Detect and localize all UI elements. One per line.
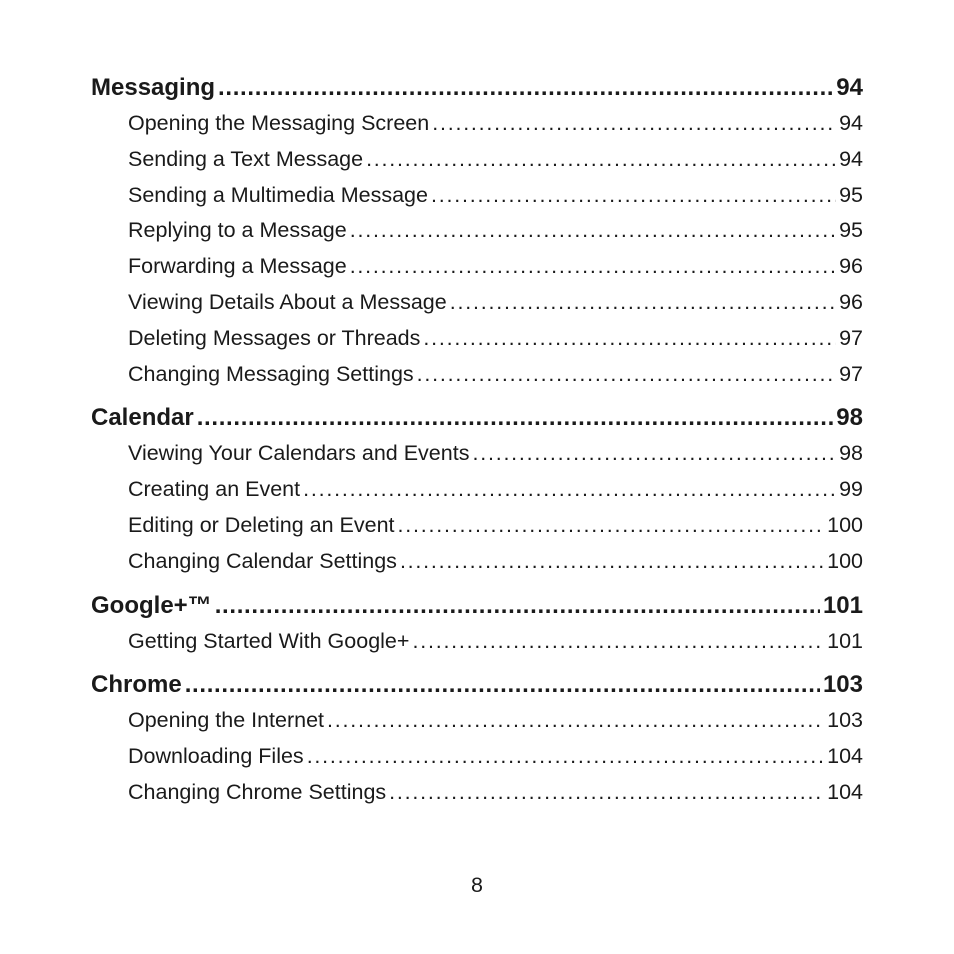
entry-title: Changing Calendar Settings [128, 548, 397, 573]
dot-leader [303, 472, 836, 508]
toc-section-google-plus [91, 588, 863, 660]
entry-page: 100 [827, 548, 863, 573]
entry-title: Downloading Files [128, 744, 304, 769]
entry-title: Forwarding a Message [128, 254, 347, 279]
entry-page: 100 [827, 512, 863, 537]
page-number: 8 [471, 873, 483, 897]
dot-leader [215, 588, 820, 624]
dot-leader [450, 285, 836, 321]
entry-page: 96 [839, 254, 863, 279]
entry-title: Creating an Event [128, 477, 301, 502]
dot-leader [350, 249, 836, 285]
toc-entry-link[interactable] [91, 106, 863, 142]
entry-page: 95 [839, 218, 863, 243]
entry-title: Changing Chrome Settings [128, 779, 387, 804]
chapter-title: Messaging [91, 74, 216, 101]
dot-leader [432, 106, 836, 142]
dot-leader [472, 436, 836, 472]
entry-page: 96 [839, 289, 863, 314]
dot-leader [366, 142, 836, 178]
dot-leader [412, 624, 824, 660]
toc-entry-link[interactable] [91, 249, 863, 285]
toc-entry-link[interactable] [91, 472, 863, 508]
dot-leader [218, 70, 833, 106]
entry-page: 94 [839, 111, 863, 135]
entry-page: 104 [827, 744, 863, 769]
dot-leader [350, 213, 836, 249]
chapter-page: 98 [836, 404, 863, 432]
chapter-title: Chrome [91, 671, 182, 699]
toc-chapter-link[interactable] [91, 588, 863, 624]
toc-entry-link[interactable] [91, 508, 863, 544]
entry-page: 104 [827, 779, 863, 804]
toc-entry-link[interactable] [91, 178, 863, 214]
entry-title: Viewing Your Calendars and Events [128, 441, 470, 466]
toc-entry-link[interactable] [91, 142, 863, 178]
toc-entry-link[interactable] [91, 357, 863, 393]
entry-page: 98 [839, 441, 863, 466]
dot-leader [398, 508, 825, 544]
entry-title: Changing Messaging Settings [128, 361, 414, 386]
chapter-page: 103 [822, 671, 863, 699]
toc-entry-link[interactable] [91, 775, 863, 811]
dot-leader [431, 178, 836, 214]
chapter-page: 101 [822, 591, 863, 619]
entry-page: 99 [839, 477, 863, 502]
toc-chapter-link[interactable] [91, 400, 863, 436]
entry-title: Editing or Deleting an Event [128, 512, 395, 537]
dot-leader [400, 544, 824, 580]
toc-entry-link[interactable] [91, 213, 863, 249]
entry-page: 94 [839, 146, 863, 171]
entry-title: Sending a Text Message [128, 146, 364, 171]
dot-leader [417, 357, 836, 393]
entry-page: 95 [839, 182, 863, 207]
toc-entry-link[interactable] [91, 624, 863, 660]
entry-title: Sending a Multimedia Message [128, 182, 428, 207]
entry-title: Opening the Messaging Screen [128, 111, 430, 135]
table-of-contents [91, 70, 863, 811]
toc-entry-link[interactable] [91, 544, 863, 580]
entry-title: Opening the Internet [128, 708, 325, 733]
entry-title: Viewing Details About a Message [128, 289, 447, 314]
toc-entry-link[interactable] [91, 436, 863, 472]
dot-leader [307, 739, 824, 775]
dot-leader [389, 775, 824, 811]
dot-leader [197, 400, 834, 436]
toc-section-calendar [91, 400, 863, 579]
toc-entry-link[interactable] [91, 285, 863, 321]
entry-title: Replying to a Message [128, 218, 347, 243]
toc-entry-link[interactable] [91, 703, 863, 739]
entry-title: Deleting Messages or Threads [128, 325, 421, 350]
chapter-page: 94 [836, 74, 863, 101]
toc-chapter-link[interactable] [91, 667, 863, 703]
toc-section-chrome [91, 667, 863, 810]
toc-chapter-link[interactable] [91, 70, 863, 106]
chapter-title: Google+™ [91, 591, 212, 619]
toc-entry-link[interactable] [91, 321, 863, 357]
entry-page: 97 [839, 325, 863, 350]
toc-entry-link[interactable] [91, 739, 863, 775]
entry-page: 103 [827, 708, 863, 733]
entry-title: Getting Started With Google+ [128, 628, 410, 653]
toc-section-messaging [91, 70, 863, 392]
entry-page: 101 [827, 628, 863, 653]
chapter-title: Calendar [91, 404, 194, 432]
dot-leader [327, 703, 824, 739]
dot-leader [423, 321, 836, 357]
entry-page: 97 [839, 361, 863, 386]
dot-leader [185, 667, 820, 703]
